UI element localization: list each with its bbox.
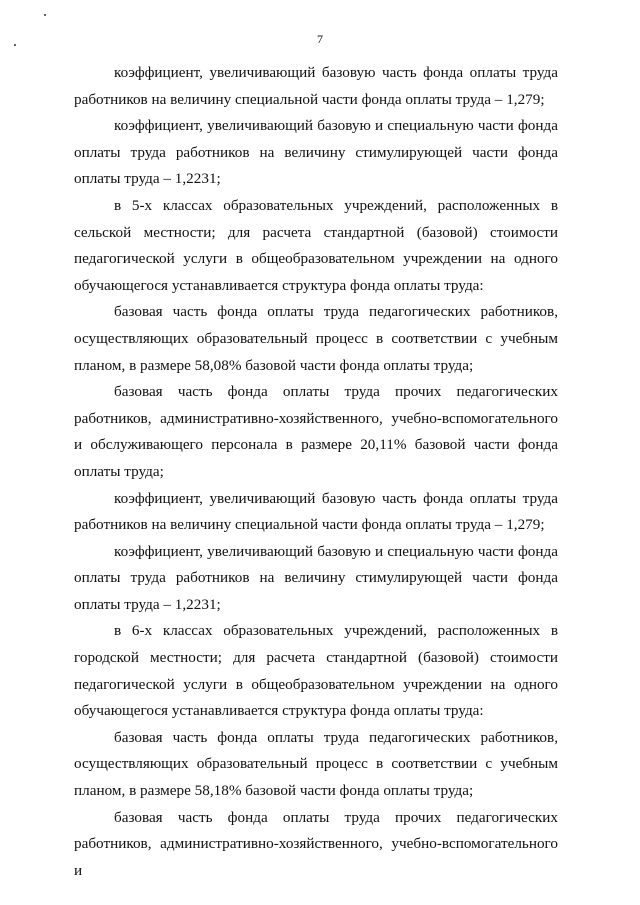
paragraph: базовая часть фонда оплаты труда педагогических работников, осуществляющих образовательный процесс в соответствии с учебным планом, в размере 58,18% базовой части фонда оплаты труда; <box>74 728 558 800</box>
scan-speck <box>44 14 46 16</box>
paragraph: базовая часть фонда оплаты труда педагогических работников, осуществляющих образовательный процесс в соответствии с учебным планом, в размере 58,08% базовой части фонда оплаты труда; <box>74 303 558 374</box>
paragraph: коэффициент, увеличивающий базовую часть фонда оплаты труда работников на величину специальной части фонда оплаты труда – 1,279; <box>74 489 558 534</box>
paragraph: коэффициент, увеличивающий базовую часть фонда оплаты труда работников на величину специальной части фонда оплаты труда – 1,279; <box>74 64 558 108</box>
paragraph: базовая часть фонда оплаты труда прочих педагогических работников, административно-хозяйственного, учебно-вспомогательного и обслуживающего персонала в размере 20,11% базовой части фонда оплаты труда; <box>74 383 558 480</box>
paragraph: базовая часть фонда оплаты труда прочих педагогических работников, административно-хозяйственного, учебно-вспомогательного и <box>74 808 558 879</box>
page-number: 7 <box>317 32 323 46</box>
document-body <box>74 60 558 884</box>
paragraph: коэффициент, увеличивающий базовую и специальную части фонда оплаты труда работников на величину стимулирующей части фонда оплаты труда – 1,2231; <box>74 542 558 613</box>
paragraph: коэффициент, увеличивающий базовую и специальную части фонда оплаты труда работников на величину стимулирующей части фонда оплаты труда – 1,2231; <box>74 117 558 188</box>
paragraph: в 5-х классах образовательных учреждений, расположенных в сельской местности; для расчета стандартной (базовой) стоимости педагогической услуги в общеобразовательном учреждении на одного обучающегося устанавливается структура фонда оплаты труда: <box>74 196 558 294</box>
paragraph: в 6-х классах образовательных учреждений, расположенных в городской местности; для расчета стандартной (базовой) стоимости педагогической услуги в общеобразовательном учреждении на одного обучающегося устанавливается структура фонда оплаты труда: <box>74 622 558 720</box>
